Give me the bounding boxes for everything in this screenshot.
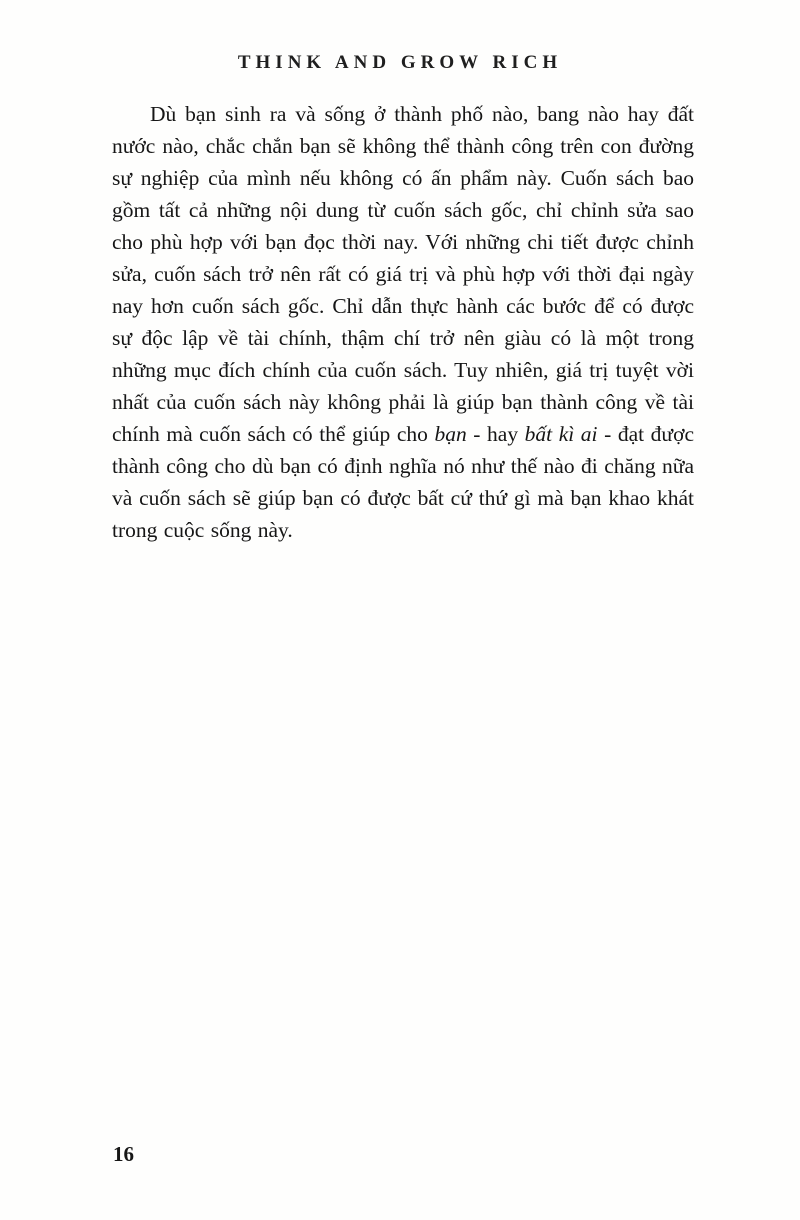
paragraph-segment-italic: bất kì ai bbox=[524, 422, 598, 446]
running-head-title: THINK AND GROW RICH bbox=[237, 52, 563, 73]
paragraph-segment: - đạt được thành công cho dù bạn có định nghĩa nó như thế nào đi chăng nữa và cuốn sách sẽ giúp bạn có được bất cứ thứ gì mà bạn khao khát trong cuộc sống này. bbox=[112, 422, 695, 542]
paragraph-segment: Dù bạn sinh ra và sống ở thành phố nào, bang nào hay đất nước nào, chắc chắn bạn sẽ không thể thành công trên con đường sự nghiệp của mình nếu không có ấn phẩm này. Cuốn sách bao gồm tất cả những nội dung từ cuốn sách gốc, chỉ chỉnh sửa sao cho phù hợp với bạn đọc thời nay. Với những chi tiết được chỉnh sửa, cuốn sách trở nên rất có giá trị và phù hợp với thời đại ngày nay hơn cuốn sách gốc. Chỉ dẫn thực hành các bước để có được sự độc lập về tài chính, thậm chí trở nên giàu có là một trong những mục đích chính của cuốn sách. Tuy nhiên, giá trị tuyệt vời nhất của cuốn sách này không phải là giúp bạn thành công về tài chính mà cuốn sách có thể giúp cho bbox=[112, 102, 694, 446]
body-paragraph bbox=[112, 98, 694, 546]
paragraph-segment: - hay bbox=[466, 422, 525, 446]
paragraph-segment-italic: bạn bbox=[434, 422, 467, 446]
page-number: 16 bbox=[113, 1142, 134, 1166]
